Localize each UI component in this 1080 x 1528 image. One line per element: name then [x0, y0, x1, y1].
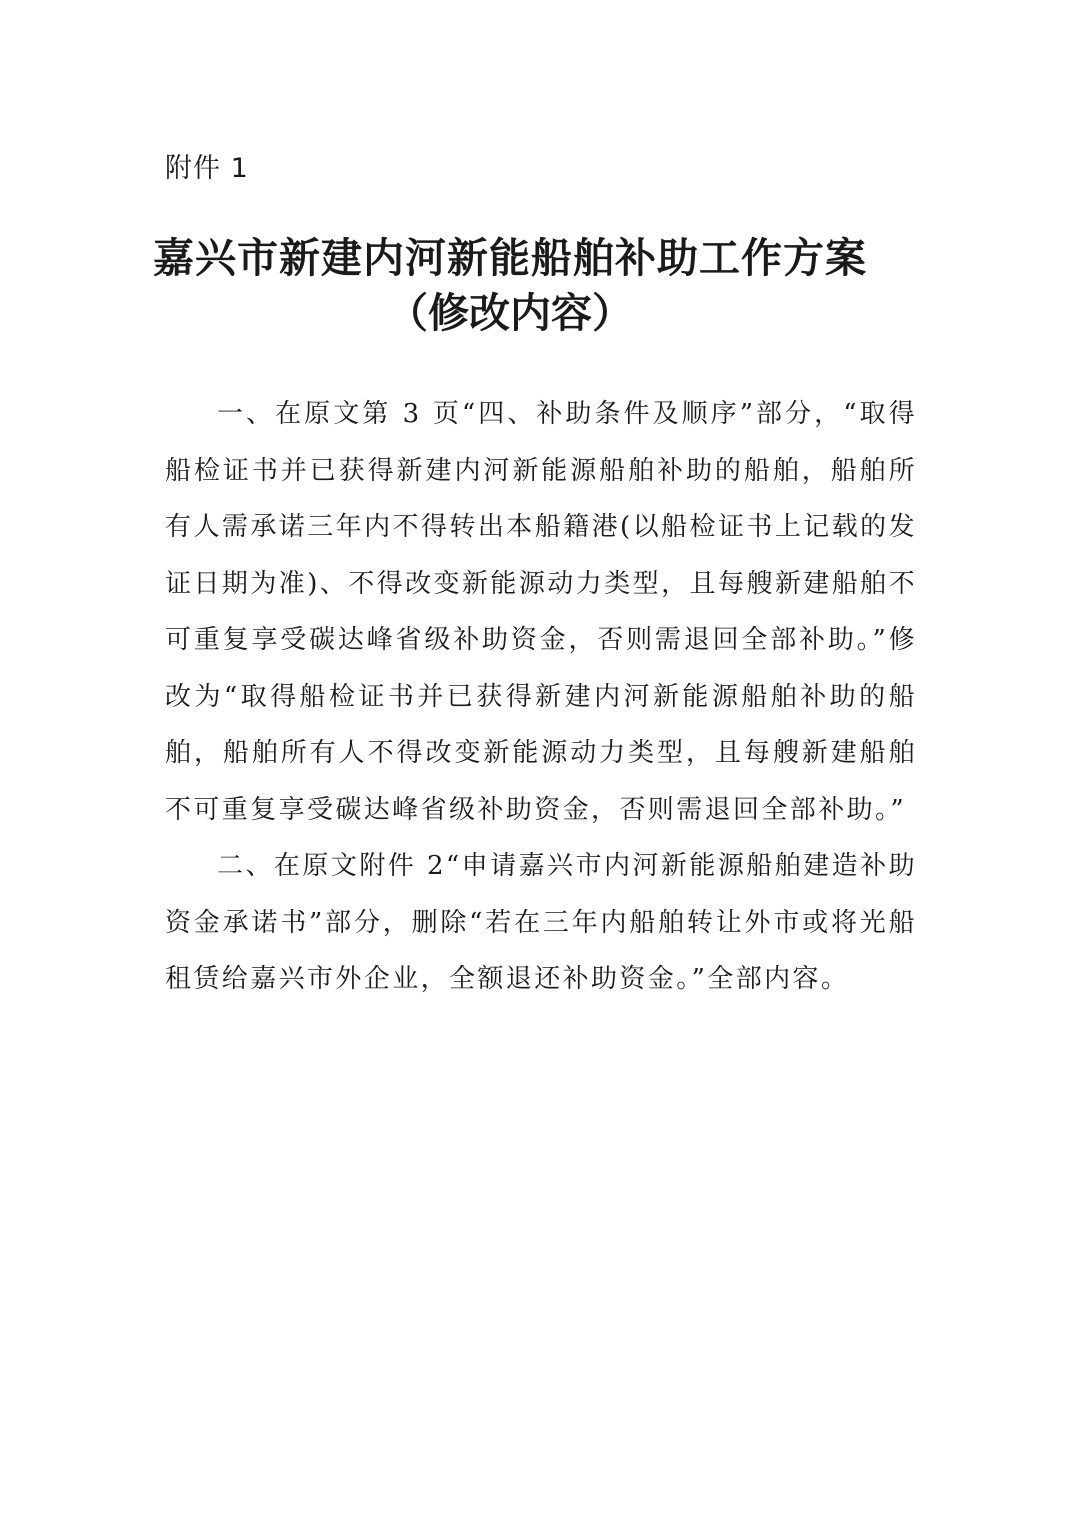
- document-subtitle: （修改内容）: [387, 289, 633, 337]
- paragraph-two: 二、在原文附件 2“申请嘉兴市内河新能源船舶建造补助资金承诺书”部分，删除“若在三年内船舶转让外市或将光船租赁给嘉兴市外企业，全额退还补助资金。”全部内容。: [165, 851, 917, 994]
- document-title: 嘉兴市新建内河新能船舶补助工作方案: [153, 234, 867, 282]
- document-body: [165, 386, 917, 1008]
- paragraph-one: 一、在原文第 3 页“四、补助条件及顺序”部分，“取得船检证书并已获得新建内河新能源船舶补助的船舶，船舶所有人需承诺三年内不得转出本船籍港(以船检证书上记载的发证日期为准)、不得改变新能源动力类型，且每艘新建船舶不可重复享受碳达峰省级补助资金，否则需退回全部补助。”修改为“取得船检证书并已获得新建内河新能源船舶补助的船舶，船舶所有人不得改变新能源动力类型，且每艘新建船舶不可重复享受碳达峰省级补助资金，否则需退回全部补助。”: [165, 399, 917, 825]
- attachment-label: 附件 1: [165, 153, 249, 184]
